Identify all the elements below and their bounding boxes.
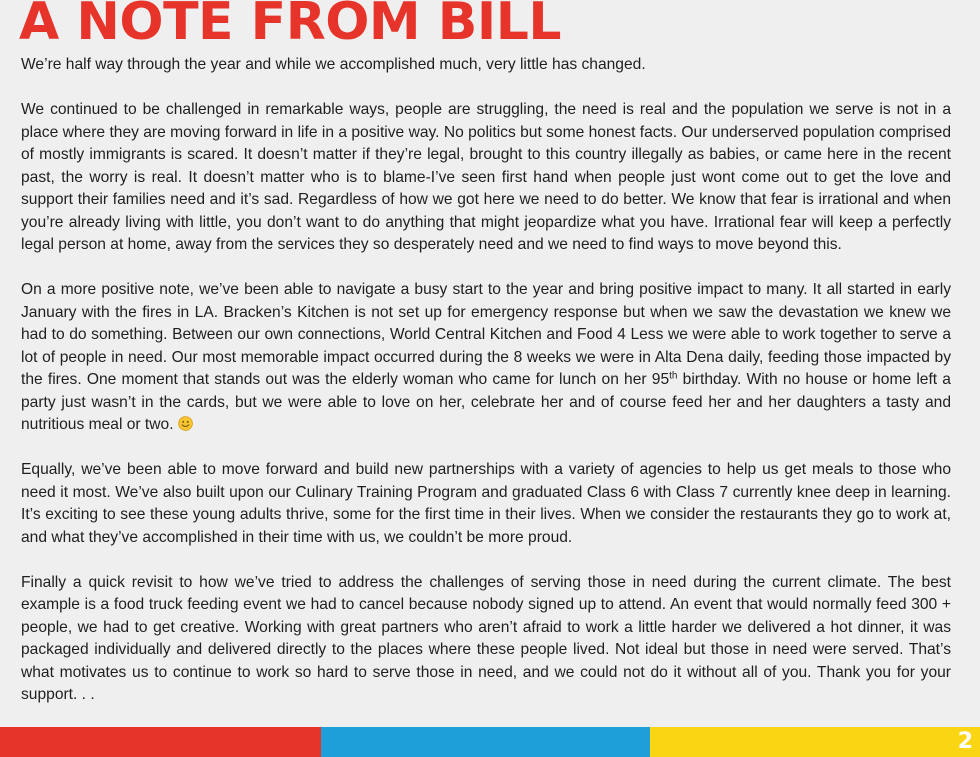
page-number: 2: [957, 729, 973, 754]
page-title: A NOTE FROM BILL: [19, 0, 562, 52]
footer-color-bar: [0, 727, 980, 757]
letter-body: [21, 54, 951, 729]
paragraph-partnerships: Equally, we’ve been able to move forward and build new partnerships with a variety of agencies to help us get meals to those who need it most. We’ve also built upon our Culinary Training Program and graduated Class 6 with Class 7 currently knee deep in learning. It’s exciting to see these young adults thrive, some for the first time in their lives. When we consider the restaurants they go to work at, and what they’ve accomplished in their time with us, we couldn’t be more proud.: [21, 461, 951, 546]
smile-icon: [178, 416, 193, 431]
paragraph-positive-note: [21, 279, 951, 437]
footer-red-segment: [0, 727, 321, 757]
paragraph-positive-note-text-end: birthday. With no house or home left a party just wasn’t in the cards, but we were able to love on her, celebrate her and of course feed her and her daughters a tasty and nutritious meal or two.: [21, 371, 951, 433]
paragraph-challenges: We continued to be challenged in remarkable ways, people are struggling, the need is real and the population we serve is not in a place where they are moving forward in life in a positive way. No politics but some honest facts. Our underserved population comprised of mostly immigrants is scared. It doesn’t matter if they’re legal, brought to this country illegally as babies, or came here in the recent past, the worry is real. It doesn’t matter who is to blame-I’ve seen first hand when people just wont come out to get the love and support their families need and it’s sad. Regardless of how we got here we need to do better. We know that fear is irrational and when you’re already living with little, you don’t want to do anything that might jeopardize what you have. Irrational fear will keep a perfectly legal person at home, away from the services they so desperately need and we need to find ways to move beyond this.: [21, 101, 951, 253]
paragraph-closing: Finally a quick revisit to how we’ve tried to address the challenges of serving those in need during the current climate. The best example is a food truck feeding event we had to cancel because nobody signed up to attend. An event that would normally feed 300 + people, we had to get creative. Working with great partners who aren’t afraid to work a little harder we delivered a hot dinner, it was packaged individually and delivered directly to the places where these people lived. Not ideal but those in need were served. That’s what motivates us to continue to work so hard to serve those in need, and we could not do it without all of you. Thank you for your support. . .: [21, 573, 951, 703]
paragraph-positive-note-text: On a more positive note, we’ve been able to navigate a busy start to the year and bring positive impact to many. It all started in early January with the fires in LA. Bracken’s Kitchen is not set up for emergency response but when we saw the devastation we knew we had to do something. Between our own connections, World Central Kitchen and Food 4 Less we were able to work together to serve a lot of people in need. Our most memorable impact occurred during the 8 weeks we were in Alta Dena daily, feeding those impacted by the fires. One moment that stands out was the elderly woman who came for lunch on her 95: [21, 281, 951, 388]
intro-paragraph: We’re half way through the year and while we accomplished much, very little has changed.: [21, 56, 646, 73]
ordinal-suffix: th: [669, 370, 678, 382]
footer-blue-segment: [321, 727, 650, 757]
footer-yellow-segment: [650, 727, 980, 757]
